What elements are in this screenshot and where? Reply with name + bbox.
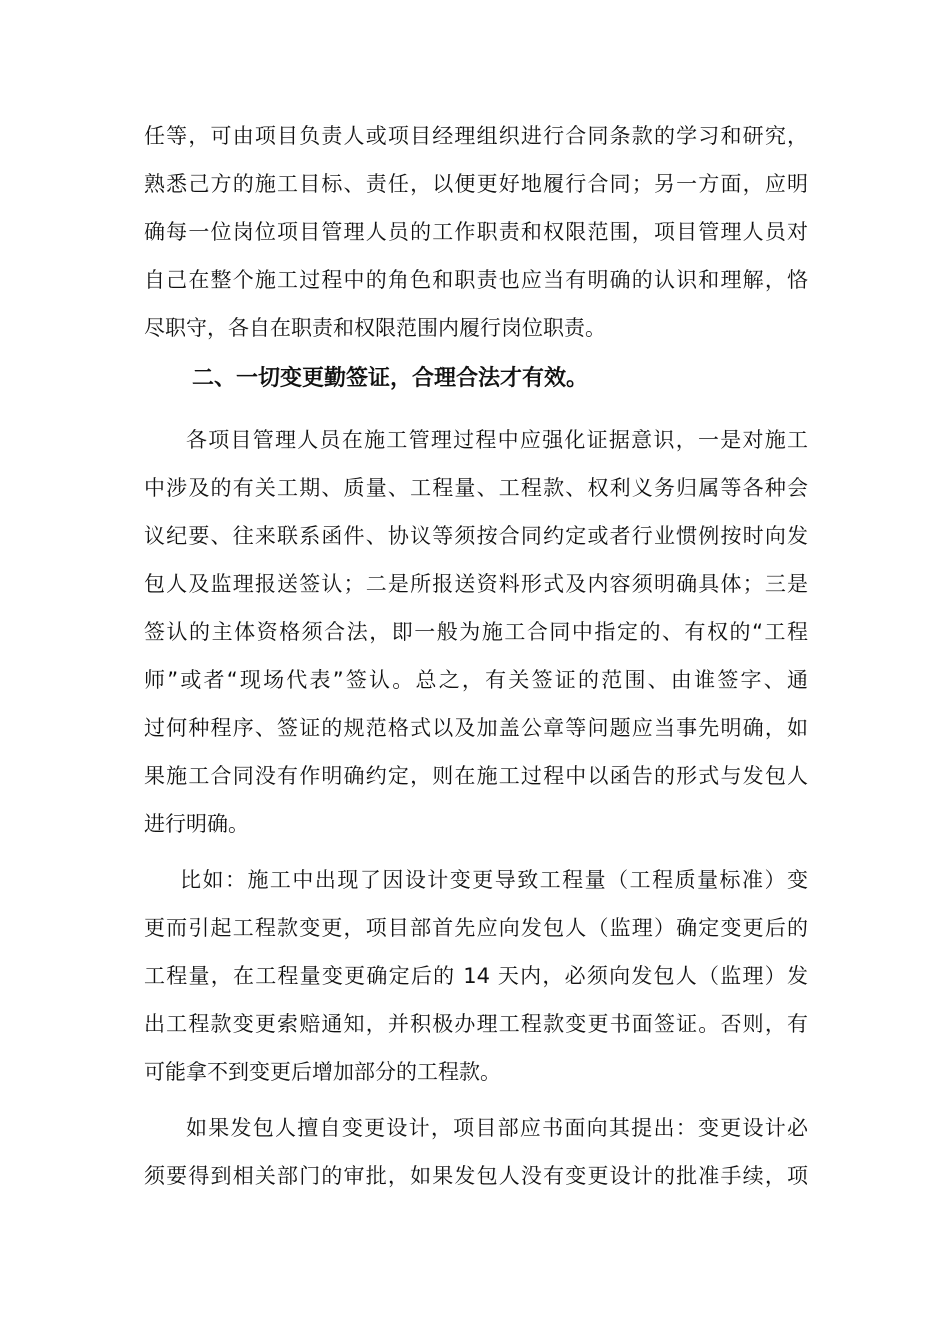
para2-line-7: 过何种程序、签证的规范格式以及加盖公章等问题应当事先明确，如 — [144, 716, 808, 740]
para3-line-3: 工程量，在工程量变更确定后的 14 天内，必须向发包人（监理）发 — [144, 964, 808, 988]
section-heading-2: 二、一切变更勤签证，合理合法才有效。 — [192, 366, 589, 391]
para1-line-5: 尽职守，各自在职责和权限范围内履行岗位职责。 — [144, 316, 606, 340]
para2-line-6: 师”或者“现场代表”签认。总之，有关签证的范围、由谁签字、通 — [144, 668, 808, 692]
para2-line-4: 包人及监理报送签认；二是所报送资料形式及内容须明确具体；三是 — [144, 572, 808, 596]
para4-line-2: 须要得到相关部门的审批，如果发包人没有变更设计的批准手续，项 — [144, 1164, 808, 1188]
para3-line-2: 更而引起工程款变更，项目部首先应向发包人（监理）确定变更后的 — [144, 916, 808, 940]
para2-line-9: 进行明确。 — [144, 812, 249, 836]
para2-line-2: 中涉及的有关工期、质量、工程量、工程款、权利义务归属等各种会 — [144, 476, 808, 500]
para4-line-1: 如果发包人擅自变更设计，项目部应书面向其提出：变更设计必 — [186, 1116, 808, 1140]
para3-line-5: 可能拿不到变更后增加部分的工程款。 — [144, 1060, 501, 1084]
para1-line-2: 熟悉己方的施工目标、责任，以便更好地履行合同；另一方面，应明 — [144, 172, 808, 196]
para2-line-1: 各项目管理人员在施工管理过程中应强化证据意识，一是对施工 — [186, 428, 808, 452]
para2-line-8: 果施工合同没有作明确约定，则在施工过程中以函告的形式与发包人 — [144, 764, 808, 788]
para1-line-4: 自己在整个施工过程中的角色和职责也应当有明确的认识和理解，恪 — [144, 268, 808, 292]
para2-line-5: 签认的主体资格须合法，即一般为施工合同中指定的、有权的“工程 — [144, 620, 808, 644]
para1-line-1: 任等，可由项目负责人或项目经理组织进行合同条款的学习和研究， — [144, 124, 808, 148]
para3-line-1: 比如：施工中出现了因设计变更导致工程量（工程质量标准）变 — [180, 868, 808, 892]
para3-line-4: 出工程款变更索赔通知，并积极办理工程款变更书面签证。否则，有 — [144, 1012, 808, 1036]
para2-line-3: 议纪要、往来联系函件、协议等须按合同约定或者行业惯例按时向发 — [144, 524, 808, 548]
para1-line-3: 确每一位岗位项目管理人员的工作职责和权限范围，项目管理人员对 — [144, 220, 808, 244]
